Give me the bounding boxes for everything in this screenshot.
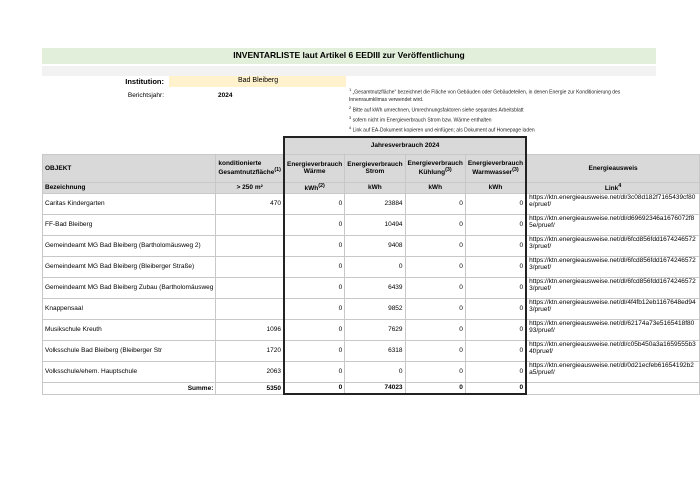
- row-waerme: 0: [284, 298, 345, 319]
- institution-label: Institution:: [125, 77, 164, 86]
- table-row: [43, 319, 700, 340]
- sum-kuehlung: 0: [405, 382, 465, 394]
- row-strom: 6318: [345, 340, 405, 361]
- footnote-3: $^3$ sofern nicht im Energieverbrauch Strom bzw. Wärme enthalten: [349, 115, 492, 124]
- row-link[interactable]: https://ktn.energieausweise.net/dl/6fcd856fdd16742465723/pruef/: [526, 256, 699, 277]
- subhead-kuehlung: kWh: [405, 182, 465, 193]
- row-waerme: 0: [284, 214, 345, 235]
- annual-consumption-header: Jahresverbrauch 2024: [284, 137, 526, 154]
- row-warmwasser: 0: [465, 319, 526, 340]
- subhead-strom: kWh: [345, 182, 405, 193]
- row-warmwasser: 0: [465, 340, 526, 361]
- table-row: [43, 256, 700, 277]
- row-strom: 10494: [345, 214, 405, 235]
- row-strom: 0: [345, 256, 405, 277]
- row-name: Knappensaal: [43, 298, 216, 319]
- footnote-4: $^4$ Link auf EA-Dokument kopieren und einfügen; als Dokument auf Homepage laden: [349, 125, 535, 134]
- col-objekt: OBJEKT: [43, 154, 216, 182]
- row-link[interactable]: https://ktn.energieausweise.net/dl/0d21ecfeb61654192b2a5/pruef/: [526, 361, 699, 382]
- footnote-1: $^1$ „Gesamtnutzfläche“ bezeichnet die Fläche von Gebäuden oder Gebäudeteilen, in denen Energie zur Konditionierung des Innenraumklimas verwendet wird.: [349, 87, 621, 103]
- row-kuehlung: 0: [405, 298, 465, 319]
- subhead-warmwasser: kWh: [465, 182, 526, 193]
- row-waerme: 0: [284, 256, 345, 277]
- subhead-link: Link$^4$: [526, 182, 699, 193]
- row-link[interactable]: https://ktn.energieausweise.net/dl/3c08d182f7165439cf80e/pruef/: [526, 193, 699, 214]
- col-flaeche: konditionierte Gesamtnutzfläche$^{(1)}$: [216, 154, 284, 182]
- header-row: [43, 154, 700, 182]
- table-row: [43, 214, 700, 235]
- row-area: [216, 298, 284, 319]
- row-warmwasser: 0: [465, 298, 526, 319]
- row-kuehlung: 0: [405, 319, 465, 340]
- sum-strom: 74023: [345, 382, 405, 394]
- row-name: Gemeindeamt MG Bad Bleiberg (Bleiberger Straße): [43, 256, 216, 277]
- col-waerme: Energieverbrauch Wärme: [284, 154, 345, 182]
- row-name: Caritas Kindergarten: [43, 193, 216, 214]
- row-waerme: 0: [284, 235, 345, 256]
- col-strom: Energieverbrauch Strom: [345, 154, 405, 182]
- sum-label: Summe:: [43, 382, 216, 394]
- row-name: Gemeindeamt MG Bad Bleiberg (Bartholomäusweg 2): [43, 235, 216, 256]
- row-area: 1096: [216, 319, 284, 340]
- row-warmwasser: 0: [465, 277, 526, 298]
- row-area: [216, 277, 284, 298]
- row-kuehlung: 0: [405, 277, 465, 298]
- row-link[interactable]: https://ktn.energieausweise.net/dl/c05b450a3a1659555b34f/pruef/: [526, 340, 699, 361]
- footnote-2: $^2$ Bitte auf kWh umrechnen, Umrechnungsfaktoren siehe separates Arbeitsblatt: [349, 105, 524, 114]
- page-title: INVENTARLISTE laut Artikel 6 EEDIII zur Veröffentlichung: [233, 50, 465, 60]
- row-strom: 9408: [345, 235, 405, 256]
- table-row: [43, 361, 700, 382]
- row-link[interactable]: https://ktn.energieausweise.net/dl/6fcd856fdd16742465723/pruef/: [526, 235, 699, 256]
- row-warmwasser: 0: [465, 214, 526, 235]
- row-kuehlung: 0: [405, 214, 465, 235]
- table-row: [43, 193, 700, 214]
- sum-area: 5350: [216, 382, 284, 394]
- row-strom: 7629: [345, 319, 405, 340]
- sum-link-empty: [526, 382, 699, 394]
- col-energieausweis: Energieausweis: [526, 154, 699, 182]
- row-link[interactable]: https://ktn.energieausweise.net/dl/d69692346a1676072f85e/pruef/: [526, 214, 699, 235]
- reporting-year-label: Berichtsjahr:: [127, 92, 164, 99]
- row-area: [216, 214, 284, 235]
- row-kuehlung: 0: [405, 193, 465, 214]
- row-waerme: 0: [284, 277, 345, 298]
- row-strom: 6439: [345, 277, 405, 298]
- subheader-row: [43, 182, 700, 193]
- title-subbar: [42, 66, 656, 76]
- row-warmwasser: 0: [465, 361, 526, 382]
- row-link[interactable]: https://ktn.energieausweise.net/dl/6fcd856fdd16742465723/pruef/: [526, 277, 699, 298]
- subhead-flaeche: > 250 m²: [216, 182, 284, 193]
- row-warmwasser: 0: [465, 256, 526, 277]
- row-strom: 23884: [345, 193, 405, 214]
- row-area: 1720: [216, 340, 284, 361]
- row-strom: 9852: [345, 298, 405, 319]
- row-name: Volksschule Bad Bleiberg (Bleiberger Str: [43, 340, 216, 361]
- col-warmwasser: Energieverbrauch Warmwasser$^{(3)}$: [465, 154, 526, 182]
- row-area: 470: [216, 193, 284, 214]
- row-link[interactable]: https://ktn.energieausweise.net/dl/4f4fb12eb1167648ed943/pruef/: [526, 298, 699, 319]
- row-kuehlung: 0: [405, 235, 465, 256]
- row-kuehlung: 0: [405, 361, 465, 382]
- row-area: [216, 256, 284, 277]
- row-name: Musikschule Kreuth: [43, 319, 216, 340]
- row-warmwasser: 0: [465, 193, 526, 214]
- row-waerme: 0: [284, 193, 345, 214]
- sum-warmwasser: 0: [465, 382, 526, 394]
- row-kuehlung: 0: [405, 340, 465, 361]
- row-name: FF-Bad Bleiberg: [43, 214, 216, 235]
- row-waerme: 0: [284, 361, 345, 382]
- row-name: Gemeindeamt MG Bad Bleiberg Zubau (Bartholomäusweg: [43, 277, 216, 298]
- subhead-bezeichnung: Bezeichnung: [43, 182, 216, 193]
- row-waerme: 0: [284, 340, 345, 361]
- table-row: [43, 340, 700, 361]
- row-kuehlung: 0: [405, 256, 465, 277]
- col-kuehlung: Energieverbrauch Kühlung$^{(3)}$: [405, 154, 465, 182]
- institution-value: Bad Bleiberg: [238, 77, 279, 84]
- row-waerme: 0: [284, 319, 345, 340]
- inventory-table: [42, 136, 700, 395]
- row-warmwasser: 0: [465, 235, 526, 256]
- row-area: 2063: [216, 361, 284, 382]
- row-name: Volksschule/ehem. Hauptschule: [43, 361, 216, 382]
- sum-row: [43, 382, 700, 394]
- row-link[interactable]: https://ktn.energieausweise.net/dl/62174a73e5165418f8093/pruef/: [526, 319, 699, 340]
- table-row: [43, 235, 700, 256]
- table-row: [43, 298, 700, 319]
- sum-waerme: 0: [284, 382, 345, 394]
- subhead-waerme: kWh$^{(2)}$: [284, 182, 345, 193]
- table-row: [43, 277, 700, 298]
- reporting-year-value: 2024: [218, 92, 233, 99]
- row-area: [216, 235, 284, 256]
- row-strom: 0: [345, 361, 405, 382]
